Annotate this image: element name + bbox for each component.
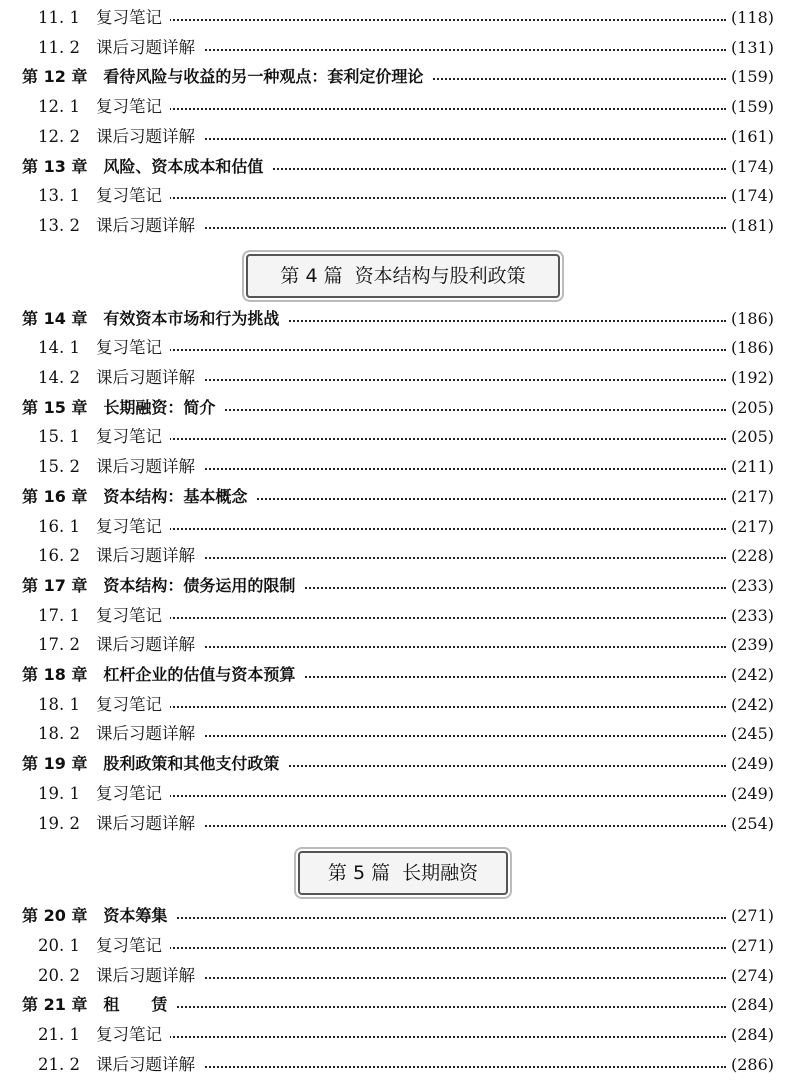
chapter-entry[interactable]: [0, 396, 790, 420]
chapter-entry[interactable]: [0, 485, 790, 509]
page-number: (245): [727, 722, 774, 746]
entry-number: 16. 2: [38, 546, 80, 566]
chapter-entry[interactable]: [0, 155, 790, 179]
entry-number: 13. 1: [38, 186, 80, 206]
entry-title: 资本筹集: [103, 906, 168, 926]
entry-number: 16. 1: [38, 516, 80, 536]
chapter-entry[interactable]: [0, 574, 790, 598]
entry-title: 复习笔记: [96, 97, 162, 117]
entry-label: [38, 934, 170, 958]
section-entry[interactable]: [0, 604, 790, 628]
page-number: (205): [727, 396, 774, 420]
part-number: 第 5 篇: [327, 862, 391, 885]
page-number: (254): [727, 812, 774, 836]
entry-number: 13. 2: [38, 215, 80, 235]
entry-title: 课后习题详解: [96, 215, 195, 235]
entry-label: [38, 633, 203, 657]
entry-label: [38, 214, 203, 238]
entry-label: [38, 425, 170, 449]
entry-title: 课后习题详解: [96, 724, 195, 744]
entry-label: [38, 812, 203, 836]
section-entry[interactable]: [0, 722, 790, 746]
page-number: (242): [727, 693, 774, 717]
entry-title: 复习笔记: [96, 694, 162, 714]
chapter-entry[interactable]: [0, 307, 790, 331]
section-entry[interactable]: [0, 782, 790, 806]
entry-title: 课后习题详解: [96, 635, 195, 655]
entry-title: 课后习题详解: [96, 1054, 195, 1074]
entry-label: [22, 663, 303, 687]
entry-title: 课后习题详解: [96, 457, 195, 477]
entry-label: [38, 604, 170, 628]
entry-title: 复习笔记: [96, 186, 162, 206]
chapter-entry[interactable]: [0, 663, 790, 687]
entry-title: 课后习题详解: [96, 368, 195, 387]
entry-label: [38, 95, 170, 119]
entry-title: 看待风险与收益的另一种观点：套利定价理论: [103, 67, 424, 87]
section-entry[interactable]: [0, 1053, 790, 1077]
page-number: (239): [727, 633, 774, 657]
entry-label: [38, 515, 170, 539]
entry-label: [38, 693, 170, 717]
entry-title: 复习笔记: [96, 427, 162, 447]
page-number: (228): [727, 544, 774, 568]
part-heading: [0, 254, 790, 298]
entry-number: 20. 1: [38, 935, 80, 955]
entry-label: [38, 782, 170, 806]
entry-title: 课后习题详解: [96, 813, 195, 833]
page-number: (192): [727, 366, 774, 390]
part-number: 第 4 篇: [280, 264, 343, 287]
section-entry[interactable]: [0, 455, 790, 479]
entry-label: [38, 1023, 170, 1047]
entry-number: 第 12 章: [22, 67, 88, 87]
entry-label: [38, 544, 203, 568]
page-number: (118): [727, 6, 774, 30]
page-number: (271): [727, 934, 774, 958]
entry-label: [22, 485, 255, 509]
entry-number: 15. 1: [38, 427, 80, 447]
page-number: (174): [727, 184, 774, 208]
entry-title: 复习笔记: [96, 935, 162, 955]
entry-title: 复习笔记: [96, 1025, 162, 1044]
section-entry[interactable]: [0, 544, 790, 568]
section-entry[interactable]: [0, 1023, 790, 1047]
entry-title: 风险、资本成本和估值: [103, 156, 264, 176]
part-heading: [0, 851, 790, 895]
page-number: (181): [727, 214, 774, 238]
entry-title: 长期融资：简介: [103, 397, 216, 417]
entry-number: 15. 2: [38, 457, 80, 477]
page-number: (174): [727, 155, 774, 179]
page-number: (242): [727, 663, 774, 687]
entry-label: [22, 65, 431, 89]
section-entry[interactable]: [0, 515, 790, 539]
section-entry[interactable]: [0, 336, 790, 360]
entry-number: 第 13 章: [22, 156, 88, 176]
entry-title: 课后习题详解: [96, 546, 195, 566]
entry-label: [22, 155, 271, 179]
page-number: (131): [727, 36, 774, 60]
entry-label: [22, 574, 303, 598]
entry-number: 19. 2: [38, 813, 80, 833]
entry-title: 复习笔记: [96, 8, 162, 27]
page-number: (271): [727, 904, 774, 928]
entry-label: [22, 993, 175, 1017]
entry-title: 复习笔记: [96, 783, 162, 803]
entry-title: 股利政策和其他支付政策: [103, 754, 280, 774]
section-entry[interactable]: [0, 693, 790, 717]
entry-number: 第 21 章: [22, 995, 88, 1015]
entry-number: 12. 2: [38, 126, 80, 146]
page-number: (233): [727, 604, 774, 628]
entry-label: [38, 1053, 203, 1077]
entry-number: 第 15 章: [22, 397, 88, 417]
page-number: (233): [727, 574, 774, 598]
entry-label: [38, 336, 170, 360]
entry-label: [38, 125, 203, 149]
section-entry[interactable]: [0, 125, 790, 149]
entry-title: 复习笔记: [96, 338, 162, 358]
page-number: (286): [727, 1053, 774, 1077]
section-entry[interactable]: [0, 36, 790, 60]
part-heading-box: [298, 851, 508, 895]
entry-number: 11. 2: [38, 37, 80, 57]
section-entry[interactable]: [0, 964, 790, 988]
entry-title: 复习笔记: [96, 516, 162, 536]
entry-title: 有效资本市场和行为挑战: [103, 308, 280, 328]
entry-number: 第 20 章: [22, 906, 88, 926]
entry-label: [22, 904, 175, 928]
entry-label: [22, 396, 223, 420]
entry-number: 第 19 章: [22, 754, 88, 774]
entry-label: [38, 36, 203, 60]
section-entry[interactable]: [0, 812, 790, 836]
entry-title: 复习笔记: [96, 605, 162, 625]
entry-number: 20. 2: [38, 965, 80, 985]
chapter-entry[interactable]: [0, 993, 790, 1017]
entry-number: 21. 1: [38, 1025, 80, 1044]
section-entry[interactable]: [0, 425, 790, 449]
entry-number: 19. 1: [38, 783, 80, 803]
chapter-entry[interactable]: [0, 65, 790, 89]
entry-number: 第 14 章: [22, 308, 88, 328]
section-entry[interactable]: [0, 633, 790, 657]
section-entry[interactable]: [0, 184, 790, 208]
entry-number: 21. 2: [38, 1054, 80, 1074]
page-number: (284): [727, 993, 774, 1017]
entry-title: 课后习题详解: [96, 965, 195, 985]
entry-title: 资本结构：基本概念: [103, 486, 248, 506]
entry-number: 18. 2: [38, 724, 80, 744]
entry-label: [22, 752, 287, 776]
chapter-entry[interactable]: [0, 904, 790, 928]
entry-number: 17. 2: [38, 635, 80, 655]
page-number: (186): [727, 307, 774, 331]
entry-number: 第 18 章: [22, 665, 88, 684]
page-number: (274): [727, 964, 774, 988]
entry-title: 资本结构：债务运用的限制: [103, 575, 296, 595]
page-number: (211): [727, 455, 774, 479]
section-entry[interactable]: [0, 6, 790, 30]
section-entry[interactable]: [0, 214, 790, 238]
page-number: (217): [727, 485, 774, 509]
entry-label: [38, 722, 203, 746]
entry-label: [38, 184, 170, 208]
entry-label: [38, 366, 203, 390]
chapter-entry[interactable]: [0, 752, 790, 776]
entry-title: 杠杆企业的估值与资本预算: [103, 665, 296, 684]
entry-title: 课后习题详解: [96, 37, 195, 57]
page-number: (249): [727, 752, 774, 776]
part-title: 长期融资: [402, 862, 479, 885]
section-entry[interactable]: [0, 366, 790, 390]
part-heading-box: [246, 254, 560, 298]
page-number: (159): [727, 95, 774, 119]
section-entry[interactable]: [0, 934, 790, 958]
page-number: (205): [727, 425, 774, 449]
page-number: (249): [727, 782, 774, 806]
entry-number: 17. 1: [38, 605, 80, 625]
page-number: (284): [727, 1023, 774, 1047]
entry-number: 18. 1: [38, 694, 80, 714]
entry-title: 租 赁: [103, 995, 168, 1015]
entry-number: 14. 1: [38, 338, 80, 358]
page-number: (186): [727, 336, 774, 360]
entry-title: 课后习题详解: [96, 126, 195, 146]
entry-label: [38, 6, 170, 30]
page-number: (159): [727, 65, 774, 89]
entry-number: 第 16 章: [22, 486, 88, 506]
entry-label: [38, 964, 203, 988]
entry-label: [38, 455, 203, 479]
entry-label: [22, 307, 287, 331]
entry-number: 14. 2: [38, 368, 80, 387]
part-title: 资本结构与股利政策: [354, 264, 526, 287]
entry-number: 12. 1: [38, 97, 80, 117]
entry-number: 第 17 章: [22, 575, 88, 595]
section-entry[interactable]: [0, 95, 790, 119]
entry-number: 11. 1: [38, 8, 80, 27]
page-number: (161): [727, 125, 774, 149]
page-number: (217): [727, 515, 774, 539]
